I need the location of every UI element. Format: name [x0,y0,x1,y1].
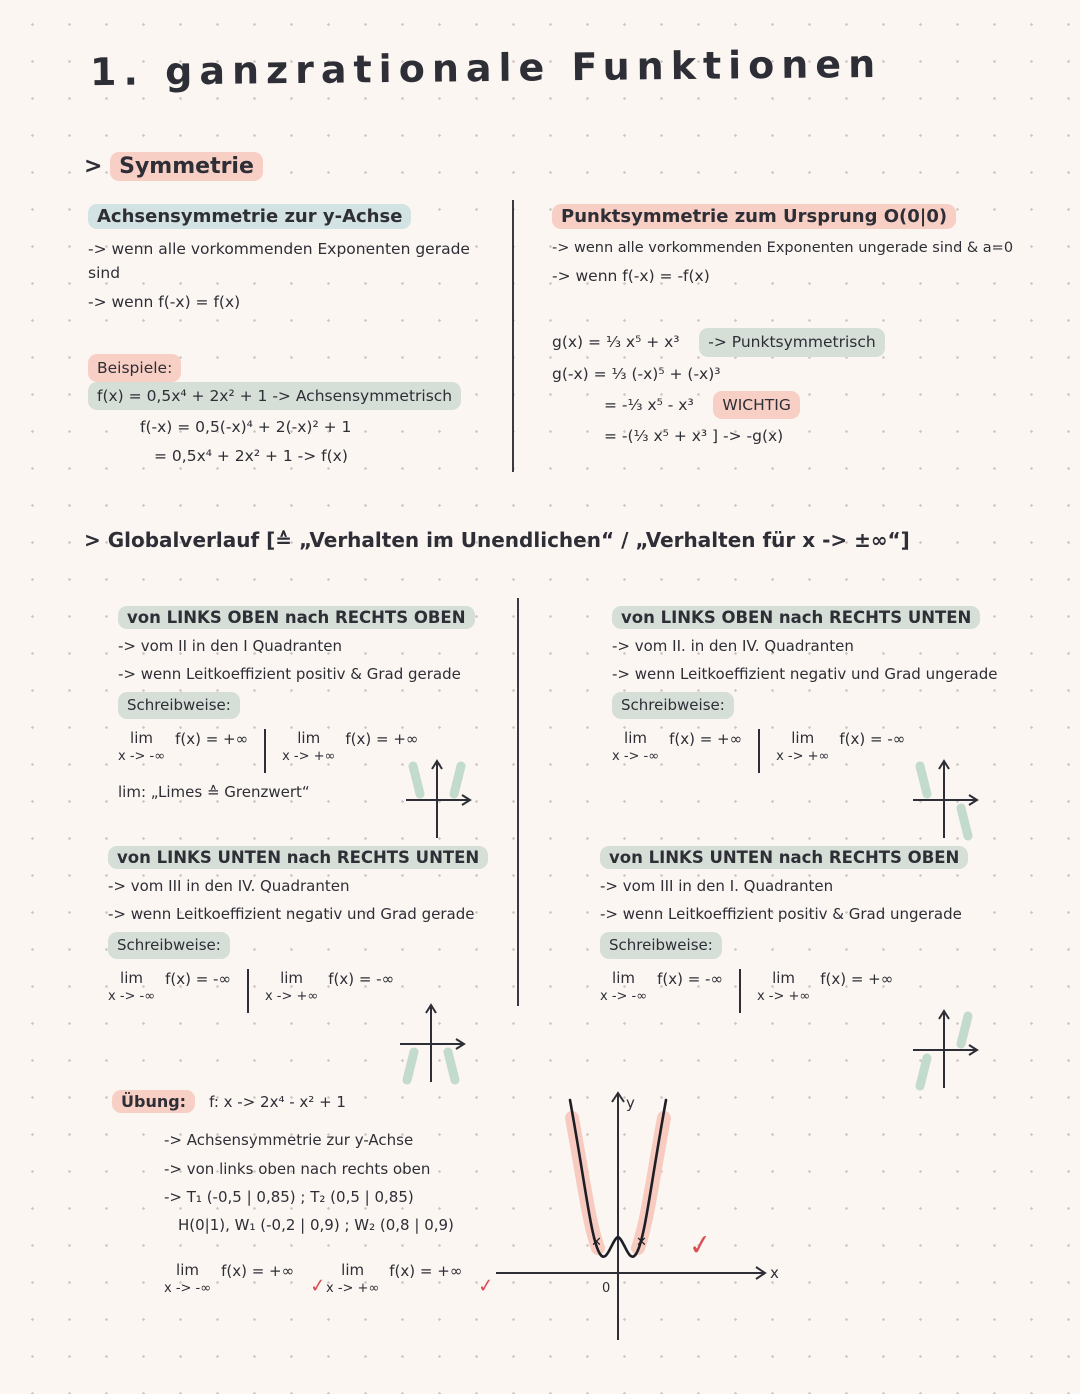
globalverlauf-heading: > Globalverlauf [≙ „Verhalten im Unendlichen“ / „Verhalten für x -> ±∞“] [84,528,910,552]
check-icon: ✓ [686,1226,715,1263]
punkt-beispiel-row [552,328,1030,356]
achsensymmetrie-column [88,204,496,473]
block-title: von LINKS OBEN nach RECHTS UNTEN [612,606,980,629]
schreibweise-label: Schreibweise: [118,692,240,719]
min-mark: ✕ [591,1235,602,1250]
limit-divider [247,969,249,1013]
uebung-step-1: -> Achsensymmetrie zur y-Achse [164,1131,414,1150]
block-leitkoeffizient-line: -> wenn Leitkoeffizient positiv & Grad gerade [118,665,461,684]
wichtig-badge: WICHTIG [713,391,799,419]
block-quadrant-line: -> vom III in den IV. Quadranten [108,877,350,895]
global-block-lu-ro [600,846,1032,1013]
globalverlauf-column-divider [517,598,519,1006]
symmetrie-heading-prefix: > [84,154,103,179]
beispiel-formula: f(x) = 0,5x⁴ + 2x² + 1 -> Achsensymmetrisch [88,382,461,410]
uebung-step-4: H(0|1), W₁ (-0,2 | 0,9) ; W₂ (0,8 | 0,9) [178,1216,454,1234]
limit-divider [758,729,760,773]
global-block-lu-ru [108,846,500,1013]
punktsymmetrie-rule-2: -> wenn f(-x) = -f(x) [552,267,710,286]
punktsymmetrie-title: Punktsymmetrie zum Ursprung O(0|0) [552,204,956,229]
limit-divider [264,729,266,773]
min-mark: ✕ [636,1235,647,1250]
uebung-function: f: x -> 2x⁴ - x² + 1 [209,1093,346,1111]
punktsymmetrie-column [552,204,1030,453]
achsensymmetrie-rule-2: -> wenn f(-x) = f(x) [88,293,241,312]
schreibweise-label: Schreibweise: [108,932,230,959]
limit-notation: lim x -> -∞ f(x) = +∞ lim x -> +∞ f(x) = -∞ [612,729,1044,773]
block-leitkoeffizient-line: -> wenn Leitkoeffizient negativ und Grad ungerade [612,665,998,684]
limit-notation: lim x -> -∞ f(x) = -∞ lim x -> +∞ f(x) = -∞ [108,969,500,1013]
y-axis-label: y [626,1094,635,1112]
block-title: von LINKS UNTEN nach RECHTS OBEN [600,846,968,869]
limes-definition-note: lim: „Limes ≙ Grenzwert“ [118,782,310,801]
uebung-limit-notation: lim x -> -∞ f(x) = +∞ ✓ lim x -> +∞ f(x) = +∞ ✓ [164,1261,496,1299]
punkt-beispiel-note: -> Punktsymmetrisch [699,328,884,356]
punkt-beispiel-step-3: = -⅓ x⁵ - x³ WICHTIG [604,391,1030,419]
block-quadrant-line: -> vom III in den I. Quadranten [600,877,834,895]
beispiele-row [88,354,496,410]
block-leitkoeffizient-line: -> wenn Leitkoeffizient positiv & Grad ungerade [600,905,962,924]
block-quadrant-line: -> vom II. in den IV. Quadranten [612,637,854,655]
uebung-step-3: -> T₁ (-0,5 | 0,85) ; T₂ (0,5 | 0,85) [164,1187,414,1206]
schreibweise-label: Schreibweise: [600,932,722,959]
uebung-graph [468,1068,788,1368]
limit-divider [739,969,741,1013]
check-icon: ✓ [477,1274,496,1299]
uebung-step-2: -> von links oben nach rechts oben [164,1159,431,1178]
block-quadrant-line: -> vom II in den I Quadranten [118,637,342,655]
check-icon: ✓ [308,1274,328,1299]
axis-sketch-down-down-icon [392,996,470,1088]
block-title: von LINKS UNTEN nach RECHTS UNTEN [108,846,488,869]
punkt-beispiel-step-2: g(-x) = ⅓ (-x)⁵ + (-x)³ [552,364,721,383]
uebung-section [112,1086,496,1299]
origin-label: 0 [602,1281,611,1296]
punkt-beispiel-step-4: = -(⅓ x⁵ + x³ ] -> -g(x) [604,426,784,445]
axis-sketch-up-up-icon [398,752,476,844]
achsensymmetrie-rule-1: -> wenn alle vorkommenden Exponenten gerade sind [88,240,470,283]
beispiel-step-2: f(-x) = 0,5(-x)⁴ + 2(-x)² + 1 [140,418,352,437]
symmetrie-heading [84,152,263,181]
beispiele-label: Beispiele: [88,354,181,382]
block-title: von LINKS OBEN nach RECHTS OBEN [118,606,475,629]
axis-sketch-up-down-icon [905,752,983,844]
uebung-label: Übung: [112,1090,195,1113]
achsensymmetrie-title: Achsensymmetrie zur y-Achse [88,204,411,229]
axis-sketch-down-up-icon [905,1002,983,1094]
x-axis-label: x [770,1264,779,1282]
block-leitkoeffizient-line: -> wenn Leitkoeffizient negativ und Grad gerade [108,905,475,924]
schreibweise-label: Schreibweise: [612,692,734,719]
page-title: 1. ganzrationale Funktionen [89,41,883,95]
limit-notation: lim x -> -∞ f(x) = -∞ lim x -> +∞ f(x) = +∞ [600,969,1032,1013]
limit-notation: lim x -> -∞ f(x) = +∞ lim x -> +∞ f(x) = +∞ [118,729,490,773]
symmetrie-heading-word: Symmetrie [110,152,263,181]
punkt-beispiel-formula: g(x) = ⅓ x⁵ + x³ [552,333,680,352]
punktsymmetrie-rule-1: -> wenn alle vorkommenden Exponenten ungerade sind & a=0 [552,240,1014,256]
global-block-lo-ru [612,606,1044,773]
symmetrie-column-divider [512,200,514,472]
beispiel-step-3: = 0,5x⁴ + 2x² + 1 -> f(x) [154,447,348,466]
